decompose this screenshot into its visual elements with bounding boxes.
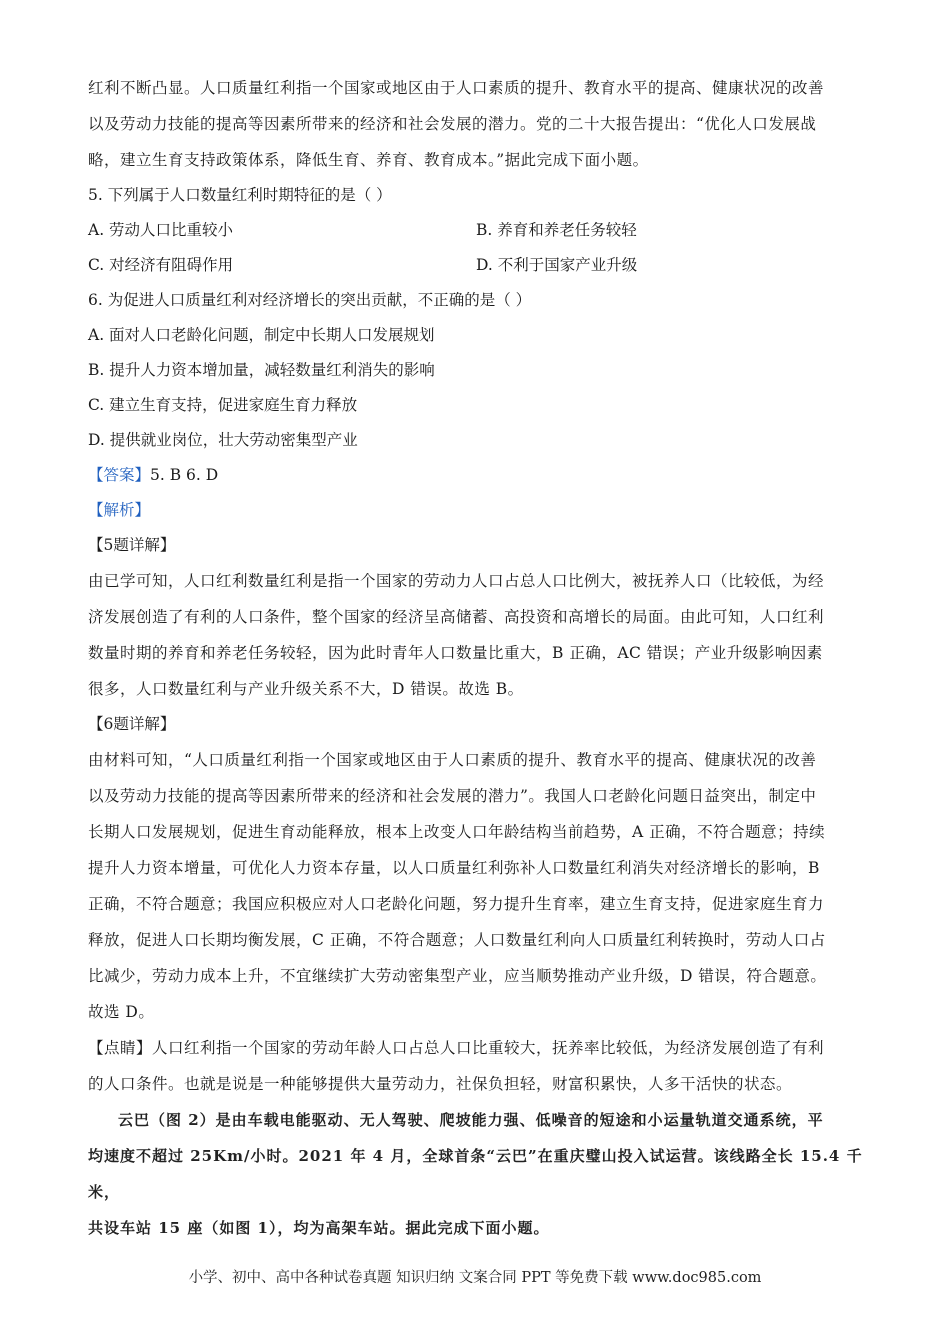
intro-line: 略，建立生育支持政策体系，降低生育、养育、教育成本。”据此完成下面小题。 (88, 151, 649, 169)
page-footer: 小学、初中、高中各种试卷真题 知识归纳 文案合同 PPT 等免费下载 www.doc985.com (188, 1270, 762, 1286)
detail-6-line: 比减少，劳动力成本上升，不宜继续扩大劳动密集型产业，应当顺势推动产业升级，D 错误，符合题意。 (88, 967, 827, 985)
answer-line (88, 458, 868, 493)
answer-text: 5. B 6. D (150, 466, 219, 484)
answer-tag: 【答案】 (88, 466, 151, 484)
detail-6-line: 由材料可知，“人口质量红利指一个国家或地区由于人口素质的提升、教育水平的提高、健康状况的改善 (88, 751, 817, 769)
q5-option-a: A. 劳动人口比重较小 (88, 221, 234, 239)
q5-option-b: B. 养育和养老任务较轻 (476, 221, 637, 239)
q5-option-c: C. 对经济有阻碍作用 (88, 256, 234, 274)
question-5-stem: 5. 下列属于人口数量红利时期特征的是（ ） (88, 186, 392, 204)
question-5-options-row-2 (88, 248, 868, 283)
dianjing-tag: 【点睛】 (88, 1039, 153, 1057)
detail-5-line: 由已学可知，人口红利数量红利是指一个国家的劳动力人口占总人口比例大，被抚养人口（比较低，为经 (88, 572, 825, 590)
intro-line: 红利不断凸显。人口质量红利指一个国家或地区由于人口素质的提升、教育水平的提高、健康状况的改善 (88, 79, 825, 97)
detail-6-line: 释放，促进人口长期均衡发展，C 正确，不符合题意；人口数量红利向人口质量红利转换时，劳动人口占 (88, 931, 826, 949)
q6-option-b: B. 提升人力资本增加量，减轻数量红利消失的影响 (88, 361, 435, 379)
detail-5-line: 济发展创造了有利的人口条件，整个国家的经济呈高储蓄、高投资和高增长的局面。由此可知，人口红利 (88, 608, 825, 626)
passage-line: 均速度不超过 25Km/小时。2021 年 4 月，全球首条“云巴”在重庆璧山投入试运营。该线路全长 15.4 千米， (88, 1147, 863, 1201)
dianjing-line: 的人口条件。也就是说是一种能够提供大量劳动力，社保负担轻，财富积累快，人多干活快的状态。 (88, 1075, 793, 1093)
detail-6-line: 长期人口发展规划，促进生育动能释放，根本上改变人口年龄结构当前趋势，A 正确，不符合题意；持续 (88, 823, 826, 841)
detail-6-line: 故选 D。 (88, 1003, 155, 1021)
q5-option-d: D. 不利于国家产业升级 (476, 256, 638, 274)
passage-line: 共设车站 15 座（如图 1），均为高架车站。据此完成下面小题。 (88, 1219, 550, 1237)
detail-6-heading: 【6题详解】 (88, 715, 176, 733)
question-6-stem: 6. 为促进人口质量红利对经济增长的突出贡献，不正确的是（ ） (88, 291, 532, 309)
analysis-line (88, 493, 868, 528)
q6-option-d: D. 提供就业岗位，壮大劳动密集型产业 (88, 431, 358, 449)
q6-option-a: A. 面对人口老龄化问题，制定中长期人口发展规划 (88, 326, 435, 344)
detail-6-line: 提升人力资本增量，可优化人力资本存量，以人口质量红利弥补人口数量红利消失对经济增长的影响，B (88, 859, 820, 877)
passage-line: 云巴（图 2）是由车载电能驱动、无人驾驶、爬坡能力强、低噪音的短途和小运量轨道交通系统，平 (118, 1111, 824, 1129)
detail-5-line: 很多，人口数量红利与产业升级关系不大，D 错误。故选 B。 (88, 680, 524, 698)
intro-line: 以及劳动力技能的提高等因素所带来的经济和社会发展的潜力。党的二十大报告提出：“优化人口发展战 (88, 115, 817, 133)
dianjing-line (88, 1030, 868, 1066)
detail-6-line: 以及劳动力技能的提高等因素所带来的经济和社会发展的潜力”。我国人口老龄化问题日益突出，制定中 (88, 787, 817, 805)
document-page (88, 70, 868, 1246)
detail-6-line: 正确，不符合题意；我国应积极应对人口老龄化问题，努力提升生育率，建立生育支持，促进家庭生育力 (88, 895, 825, 913)
q6-option-c: C. 建立生育支持，促进家庭生育力释放 (88, 396, 358, 414)
detail-5-heading: 【5题详解】 (88, 536, 176, 554)
detail-5-line: 数量时期的养育和养老任务较轻，因为此时青年人口数量比重大，B 正确，AC 错误；产业升级影响因素 (88, 644, 823, 662)
analysis-tag: 【解析】 (88, 501, 151, 519)
question-5-options-row-1 (88, 213, 868, 248)
dianjing-text: 人口红利指一个国家的劳动年龄人口占总人口比重较大，抚养率比较低，为经济发展创造了有利 (152, 1039, 825, 1057)
